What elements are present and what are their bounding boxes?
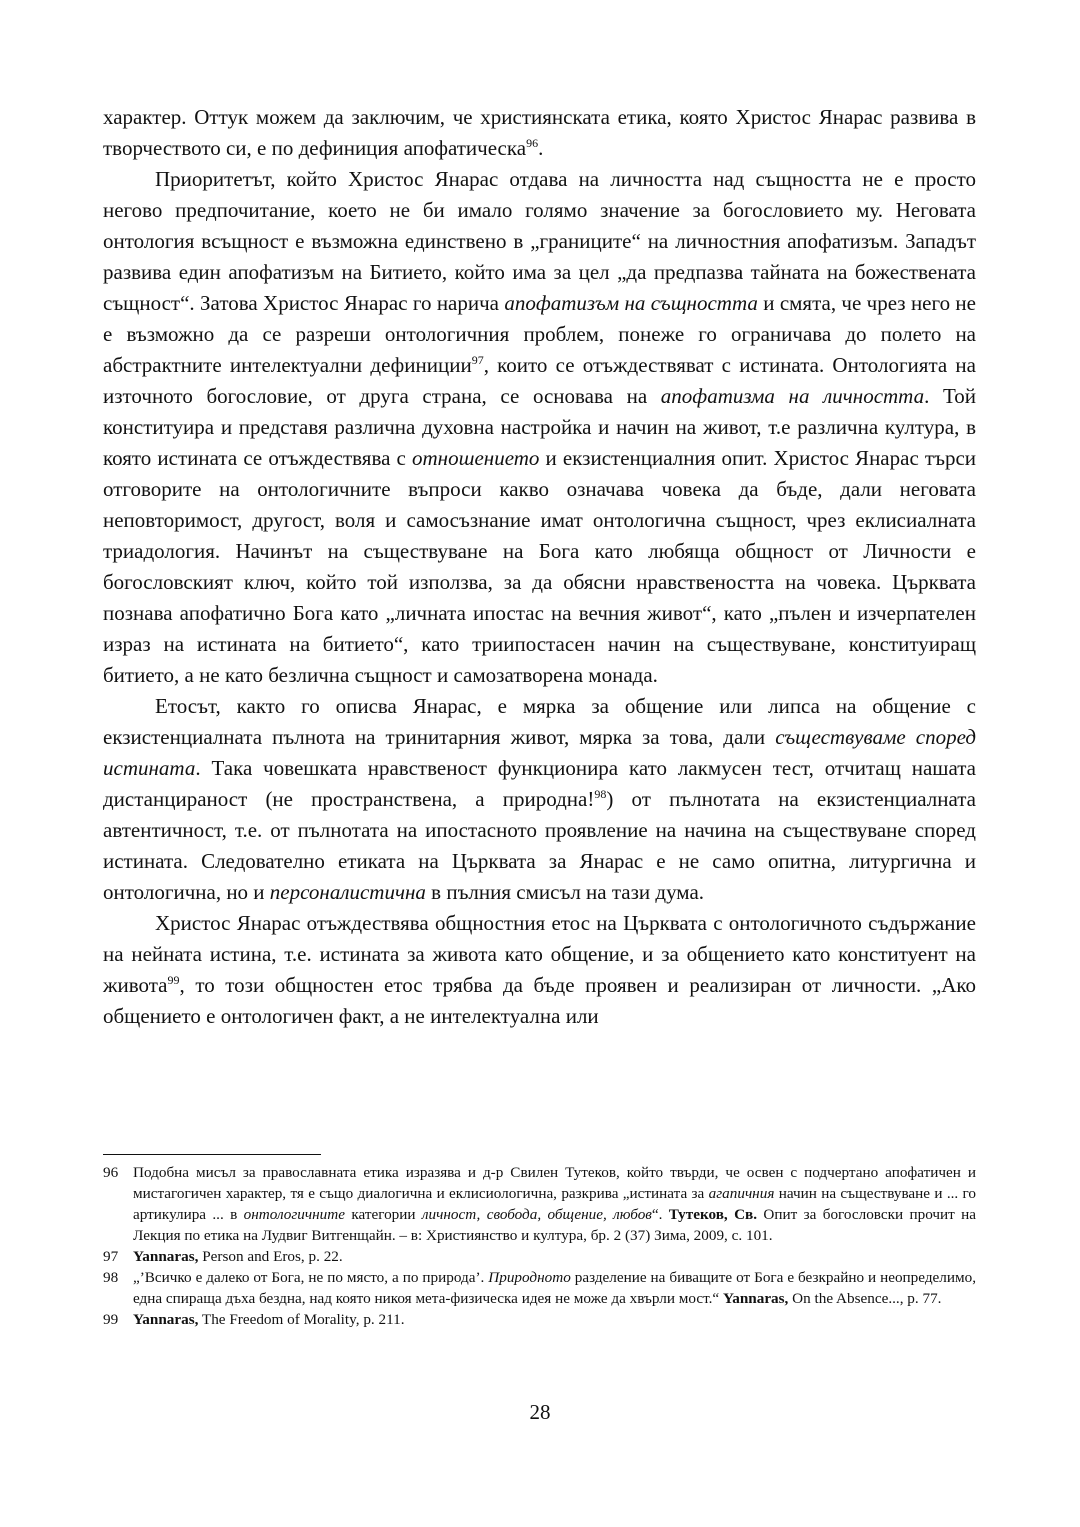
text-run: и екзистенциалния опит. Христос Янарас търси отговорите на онтологичните въпроси какво означава човека да бъде, дали неговата неповторимост, другост, воля и самосъзнание имат онтологична същност, чрез еклисиалната триадология. Начинът на съществуване на Бога като любяща общност от Личности е богословският ключ, който той използва, за да обясни нравствеността на човека. Църквата познава апофатично Бога като „личната ипостас на вечния живот“, като „пълен и изчерпателен израз на истината на битието“, като триипостасен начин на съществуване, конституиращ битието, а не като безлична същност и самозатворена монада. (103, 446, 977, 687)
text-run: . (538, 136, 544, 160)
text-run: “. (651, 1206, 669, 1223)
paragraph (103, 691, 976, 908)
text-run: и смята, че чрез него не е възможно да се разреши онтологичния проблем, понеже го ограничава до полето на абстрактните интелектуални дефиниции (103, 291, 976, 377)
footnote (103, 1267, 976, 1309)
footnote (103, 1309, 976, 1330)
italic-text: апофатизма на личността (660, 384, 925, 408)
paragraph (103, 102, 976, 164)
bold-text: Yannaras, (722, 1290, 789, 1307)
text-run: The Freedom of Morality, p. 211. (198, 1311, 405, 1328)
footnote-number: 98 (103, 1269, 119, 1286)
italic-text: отношението (412, 446, 540, 470)
text-run: разделение на биващите от Бога е безкрайно и неопределимо, една спираща дъха бездна, над която никоя мета-физическа идея не може да хвърли мост.“ (133, 1269, 976, 1307)
footnote-ref: 97 (471, 353, 484, 367)
italic-text: личност, свобода, общение, любов (421, 1206, 652, 1223)
footnote-ref: 98 (594, 787, 607, 801)
text-run: Опит за богословски прочит на Лекция по етика на Лудвиг Витгенщайн. – в: Християнство и култура, бр. 2 (37) Зима, 2009, с. 101. (133, 1206, 977, 1244)
footnotes (103, 1162, 976, 1330)
text-run: , то този общностен етос трябва да бъде проявен и реализиран от личности. „Ако общението е онтологичен факт, а не интелектуална или (103, 973, 976, 1028)
footnote-ref: 99 (167, 973, 180, 987)
italic-text: онтологичните (243, 1206, 345, 1223)
footnote-number: 97 (103, 1248, 119, 1265)
text-run: On the Absence..., p. 77. (788, 1290, 942, 1307)
italic-text: агапичния (708, 1185, 775, 1202)
italic-text: съществуваме според истината (103, 725, 976, 780)
bold-text: Тутеков, Св. (668, 1206, 758, 1223)
footnote-separator (103, 1154, 321, 1155)
text-run: Христос Янарас отъждествява общностния етос на Църквата с онтологичното съдържание на нейната истина, т.е. истината за живота като общение, и за общението като конституент на живота (103, 911, 976, 997)
footnote (103, 1246, 976, 1267)
text-run: Приоритетът, който Христос Янарас отдава на личността над същността не е просто негово предпочитание, което не би имало голямо значение за богословието му. Неговата онтология всъщност е възможна единствено в „границите“ на личностния апофатизъм. Западът развива един апофатизъм на Битието, който има за цел „да предпазва тайната на божествената същност“. Затова Христос Янарас го нарича (103, 167, 976, 315)
text-run: „’Всичко е далеко от Бога, не по място, а по природа’. (133, 1269, 489, 1286)
italic-text: апофатизъм на същността (504, 291, 758, 315)
italic-text: Природното (488, 1269, 571, 1286)
italic-text: персоналистична (269, 880, 426, 904)
footnote-number: 99 (103, 1311, 119, 1328)
text-run: ) от пълнотата на екзистенциалната автентичност, т.е. от пълнотата на ипостасното проявление на начина на съществуване според истината. Следователно етиката на Църквата за Янарас е не само опитна, литургична и онтологична, но и (103, 787, 976, 904)
text-run: , които се отъждествяват с истината. Онтологията на източното богословие, от друга страна, се основава на (103, 353, 976, 408)
text-run: Person and Eros, p. 22. (198, 1248, 343, 1265)
text-run: категории (344, 1206, 422, 1223)
bold-text: Yannaras, (133, 1248, 199, 1265)
text-run: Подобна мисъл за православната етика изразява и д-р Свилен Тутеков, който твърди, че освен с подчертано апофатичен и мистагогичен характер, тя е също диалогична и еклисиологична, разкрива „истината за (133, 1164, 976, 1202)
footnote-number: 96 (103, 1164, 119, 1181)
footnote (103, 1162, 976, 1246)
text-run: . Така човешката нравственост функционира като лакмусен тест, отчитащ нашата дистанцираност (не пространствена, а природна! (103, 756, 976, 811)
paragraph (103, 908, 976, 1032)
bold-text: Yannaras, (133, 1311, 199, 1328)
paragraph (103, 164, 976, 691)
text-run: характер. Оттук можем да заключим, че християнската етика, която Христос Янарас развива в творчеството си, е по дефиниция апофатическа (103, 105, 976, 160)
body-text (103, 102, 976, 1032)
footnote-ref: 96 (526, 136, 539, 150)
text-run: . Той конституира и представя различна духовна настройка и начин на живот, т.е различна култура, в която истината се отъждествява с (103, 384, 976, 470)
text-run: Етосът, както го описва Янарас, е мярка за общение или липса на общение с екзистенциалната пълнота на тринитарния живот, мярка за това, дали (103, 694, 976, 749)
text-run: в пълния смисъл на тази дума. (425, 880, 705, 904)
page-number: 28 (529, 1400, 551, 1424)
text-run: начин на съществуване и ... го артикулира ... в (133, 1185, 976, 1223)
